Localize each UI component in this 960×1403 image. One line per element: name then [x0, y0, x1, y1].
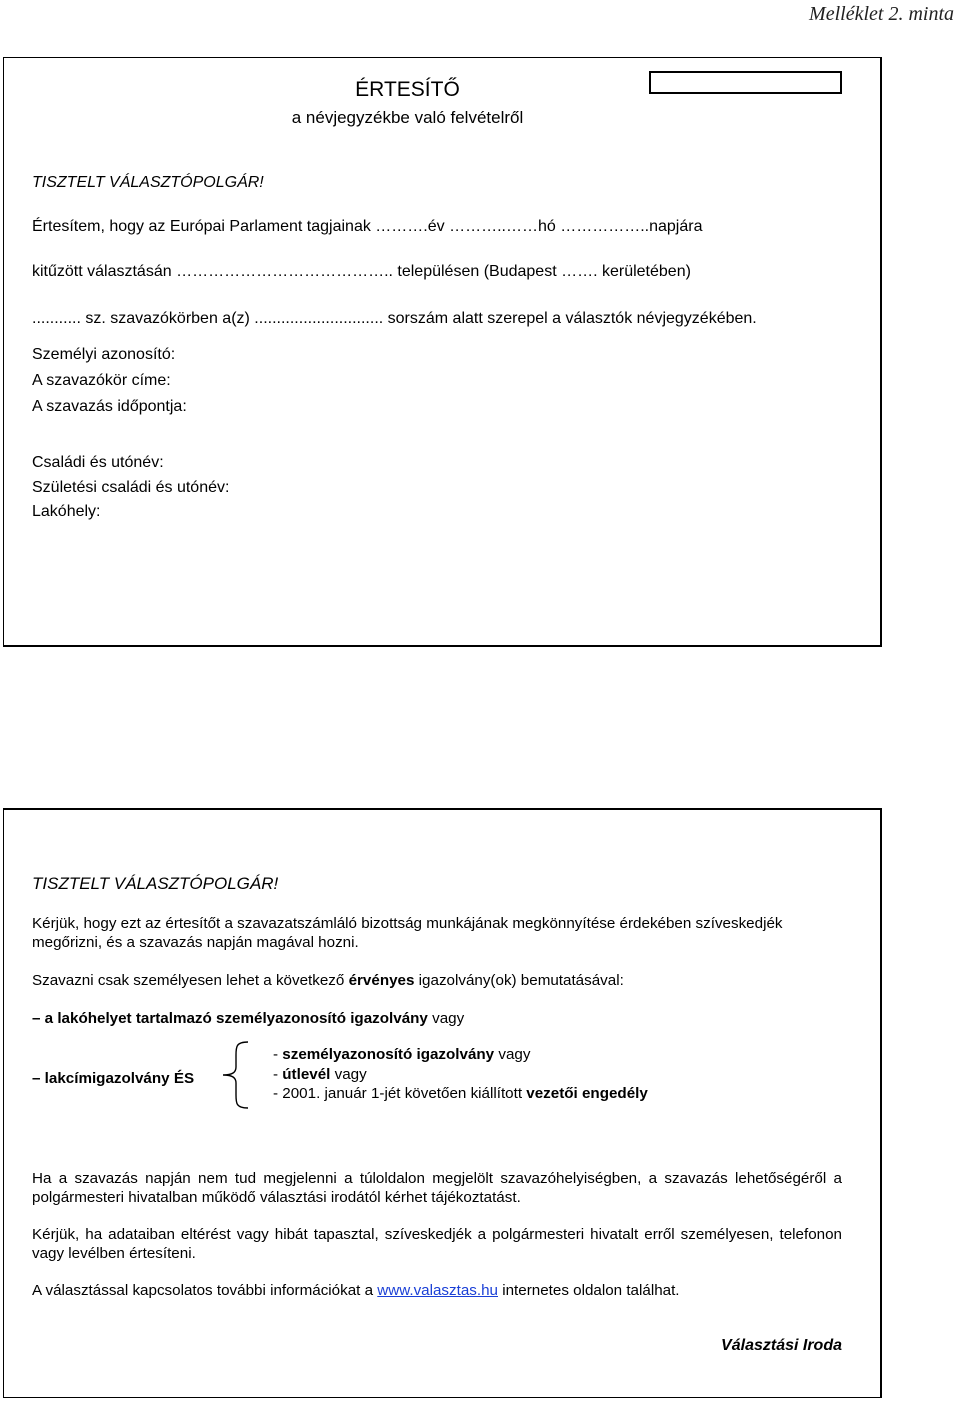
field-name: Családi és utónév:	[32, 454, 164, 471]
notice-salutation: TISZTELT VÁLASZTÓPOLGÁR!	[32, 174, 264, 191]
sub1-bold: személyazonosító igazolvány	[282, 1046, 495, 1063]
sub2-bold: útlevél	[282, 1066, 331, 1083]
para5-text-a: A választással kapcsolatos további információkat a	[32, 1282, 378, 1299]
sub3-bold: vezetői engedély	[526, 1085, 648, 1102]
option1-bold: – a lakóhelyet tartalmazó személyazonosító igazolvány	[32, 1010, 428, 1027]
info-paragraph-2	[32, 971, 842, 990]
option1-tail: vagy	[427, 1010, 465, 1027]
id-suboption-2	[273, 1066, 367, 1083]
info-paragraph-4: Kérjük, ha adataiban eltérést vagy hibát tapasztal, szíveskedjék a polgármesteri hivatalt erről személyesen, telefonon vagy levélben értesíteni.	[32, 1226, 842, 1262]
id-suboption-1	[273, 1046, 530, 1063]
para2-text-a: Szavazni csak személyesen lehet a következő	[32, 972, 349, 989]
id-suboption-3	[273, 1085, 648, 1102]
field-district-address: A szavazókör címe:	[32, 372, 171, 389]
field-birth-name: Születési családi és utónév:	[32, 479, 230, 496]
info-salutation: TISZTELT VÁLASZTÓPOLGÁR!	[32, 874, 279, 893]
id-option-1	[32, 1009, 842, 1028]
notice-title: ÉRTESÍTŐ	[355, 78, 460, 101]
para2-text-b: igazolvány(ok) bemutatásával:	[414, 972, 624, 989]
notice-line-3: ........... sz. szavazókörben a(z) ............................. sorszám alatt szerepel a választók névjegyzékében.	[32, 310, 757, 327]
website-link[interactable]: www.valasztas.hu	[377, 1282, 498, 1299]
field-personal-id: Személyi azonosító:	[32, 346, 176, 363]
para5-text-b: internetes oldalon találhat.	[498, 1282, 680, 1299]
sub1-prefix: -	[273, 1046, 283, 1063]
signature: Választási Iroda	[721, 1337, 842, 1354]
id-option-2	[32, 1070, 194, 1087]
curly-brace-icon	[220, 1041, 250, 1109]
notice-line-1: Értesítem, hogy az Európai Parlament tagjainak ……….év ………..……hó ……………..napjára	[32, 218, 703, 235]
sub3-prefix: - 2001. január 1-jét követően kiállított	[273, 1085, 527, 1102]
field-residence: Lakóhely:	[32, 503, 101, 520]
sub2-prefix: -	[273, 1066, 283, 1083]
para2-bold: érvényes	[348, 972, 415, 989]
attachment-label: Melléklet 2. minta	[809, 3, 954, 25]
info-paragraph-3: Ha a szavazás napján nem tud megjelenni a túloldalon megjelölt szavazóhelyiségben, a szavazás lehetőségéről a polgármesteri hivatalban működő választási irodától kérhet tájékoztatást.	[32, 1170, 842, 1206]
option2-bold: – lakcímigazolvány ÉS	[32, 1070, 195, 1087]
notice-subtitle: a névjegyzékbe való felvételről	[291, 108, 524, 127]
notice-line-2: kitűzött választásán ………………………………….. településen (Budapest ……. kerületében)	[32, 263, 691, 280]
info-paragraph-1: Kérjük, hogy ezt az értesítőt a szavazatszámláló bizottság munkájának megkönnyítése érdekében szíveskedjék megőrizni, és a szavazás napján magával hozni.	[32, 915, 783, 951]
info-card	[3, 808, 882, 1398]
info-paragraph-5	[32, 1281, 842, 1300]
sub2-tail: vagy	[330, 1066, 367, 1083]
sub1-tail: vagy	[494, 1046, 531, 1063]
field-voting-time: A szavazás időpontja:	[32, 398, 187, 415]
